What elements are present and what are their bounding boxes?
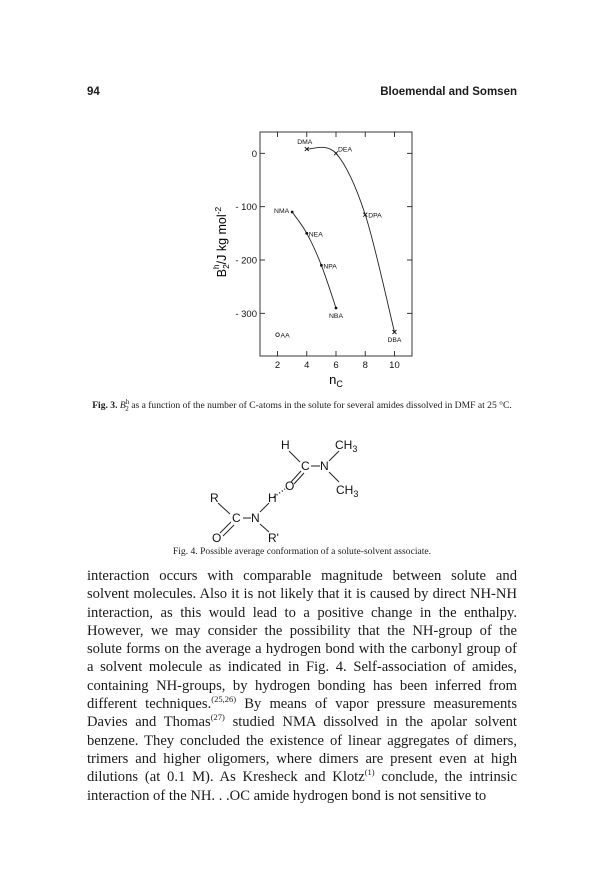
atom-c-top: C — [301, 459, 310, 473]
data-point-dea — [334, 146, 352, 155]
point-label: NPA — [323, 263, 337, 271]
running-head-authors: Bloemendal and Somsen — [380, 86, 517, 98]
bond-n-ch3-bottom — [329, 472, 339, 482]
data-point-nea — [305, 231, 323, 238]
y-tick-label: - 100 — [235, 202, 257, 214]
data-point-aa — [276, 333, 290, 340]
x-tick-label: 6 — [333, 360, 339, 371]
x-tick-label: 10 — [389, 360, 400, 371]
plot-frame — [260, 132, 412, 356]
atom-ch3-top: $CH_3$ — [335, 438, 358, 454]
data-point-npa — [320, 263, 337, 270]
series-curve — [292, 212, 336, 308]
data-points — [274, 139, 402, 344]
plot-border — [260, 132, 412, 356]
point-marker-circle — [276, 333, 280, 337]
atom-h-mid: H — [268, 491, 277, 505]
citation: (27) — [210, 712, 225, 723]
figure-4-structure — [190, 434, 420, 546]
y-tick-label: - 300 — [235, 308, 257, 320]
double-bond-co-top-b — [294, 473, 304, 484]
atom-r-prime: R' — [268, 531, 279, 545]
point-label: NBA — [329, 313, 343, 320]
point-label: DMA — [297, 139, 313, 147]
point-label: DBA — [387, 337, 402, 344]
atom-c-bottom: C — [232, 511, 241, 525]
x-tick-label: 4 — [304, 360, 310, 371]
y-axis-label: $B_2h/J$ kg mol$^{-2}$ — [211, 206, 231, 278]
point-marker-dot — [291, 211, 294, 214]
axis-ticks — [235, 132, 412, 371]
atom-n-top: N — [320, 459, 329, 473]
x-axis-label: $n_C$ — [329, 372, 343, 389]
y-tick-label: - 200 — [235, 255, 257, 267]
citation: (25,26) — [211, 694, 237, 705]
atom-o-top: O — [285, 479, 295, 493]
data-point-dba — [387, 330, 401, 344]
bond-n-ch3-top — [329, 451, 339, 461]
trend-curves — [292, 147, 394, 332]
atom-ch3-bottom: $CH_3$ — [336, 483, 359, 499]
atom-o-bottom: O — [212, 531, 222, 545]
body-paragraph: interaction occurs with comparable magnitude between solute and solvent molecules. Also it is not likely that it is caused by direct NH-NH interaction, as this would lead to a positive change in the enthalpy. However, we may consider the possibility that the NH-group of the solute forms on the average a hydrogen bond with the carbonyl group of a solvent molecule as indicated in Fig. 4. Self-association of amides, containing NH-groups, by hydrogen bonding has been inferred from different techniques.$^{(25,26)}$ By means of vapor pressure measurements Davies and Thomas$^{(27)}$ studied NMA dissolved in the apolar solvent benzene. They concluded the existence of linear aggregates of dimers, trimers and higher oligomers, where dimers are present even at high dilutions (at 0.1 M). As Kresheck and Klotz$^{(1)}$ conclude, the intrinsic interaction of the NH. . .OC amide hydrogen bond is not sensitive to — [87, 568, 517, 804]
atom-h-top: H — [281, 438, 290, 452]
series-curve — [307, 147, 395, 332]
point-marker-dot — [320, 264, 323, 267]
figure-3-chart — [190, 124, 420, 392]
bond-h-c — [289, 451, 300, 462]
data-point-dma — [297, 139, 313, 151]
point-label: NEA — [308, 231, 323, 239]
data-point-nma — [274, 208, 294, 215]
page-number: 94 — [87, 86, 100, 98]
x-tick-label: 2 — [274, 360, 281, 371]
point-marker-dot — [305, 232, 308, 235]
citation: (1) — [364, 767, 375, 778]
point-label: NMA — [274, 208, 290, 215]
double-bond-co-bottom-b — [223, 525, 234, 536]
x-tick-label: 8 — [362, 360, 368, 371]
bond-r-c — [218, 503, 230, 514]
figure-4-caption: Fig. 4. Possible average conformation of a solute-solvent associate. — [172, 546, 432, 557]
double-bond-co-bottom-a — [220, 522, 231, 533]
atom-r: R — [210, 491, 219, 505]
y-tick-label: 0 — [251, 148, 257, 160]
page-header — [87, 86, 517, 102]
point-label: AA — [280, 332, 290, 340]
point-label: DPA — [368, 212, 382, 220]
point-label: DEA — [338, 146, 352, 154]
point-marker-dot — [335, 307, 338, 310]
figure-3-caption: Fig. 3. $B^h_2$ as a function of the number of C-atoms in the solute for several amides dissolved in DMF at 25 °C. — [92, 398, 512, 414]
data-point-nba — [329, 307, 343, 320]
atom-n-bottom: N — [251, 511, 260, 525]
